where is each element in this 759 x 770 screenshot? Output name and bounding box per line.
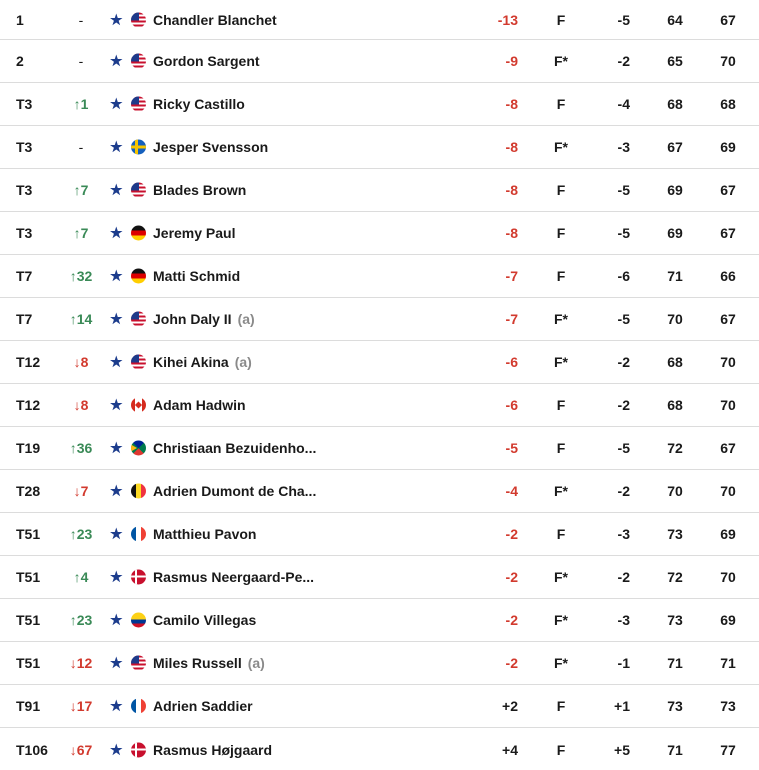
position: T28	[16, 483, 41, 499]
position: T3	[16, 225, 33, 241]
amateur-badge: (a)	[247, 655, 265, 671]
player-name-text: Miles Russell	[153, 655, 242, 671]
player-name-text: Camilo Villegas	[153, 612, 257, 628]
leaderboard-row[interactable]	[0, 126, 759, 169]
round-2-score: 67	[720, 182, 736, 198]
position: T7	[16, 268, 33, 284]
leaderboard-row[interactable]	[0, 728, 759, 770]
thru-status: F	[556, 698, 566, 714]
thru-status: F*	[554, 311, 568, 327]
round-1-score: 71	[667, 655, 683, 671]
position: T12	[16, 397, 41, 413]
player-name-text: Matthieu Pavon	[153, 526, 257, 542]
position: T19	[16, 440, 41, 456]
player-name[interactable]	[153, 440, 316, 456]
today-score: -2	[617, 569, 630, 585]
position: T3	[16, 182, 33, 198]
player-name-text: Kihei Akina	[153, 354, 229, 370]
total-score: -9	[505, 53, 518, 69]
player-name-text: Jeremy Paul	[153, 225, 236, 241]
thru-status: F	[556, 741, 566, 758]
today-score: -5	[617, 311, 630, 327]
player-name[interactable]	[153, 12, 277, 28]
round-2-score: 69	[720, 612, 736, 628]
thru-status: F*	[554, 655, 568, 671]
today-score: -5	[617, 182, 630, 198]
thru-status: F	[556, 440, 566, 456]
round-2-score: 73	[720, 698, 736, 714]
position-movement: ↓8	[73, 354, 89, 370]
player-name[interactable]	[153, 139, 268, 155]
total-score: -8	[505, 96, 518, 112]
position: T51	[16, 526, 41, 542]
round-1-score: 73	[667, 612, 683, 628]
player-name[interactable]	[153, 53, 260, 69]
position: 1	[16, 11, 24, 28]
position-movement: ↑4	[73, 569, 89, 585]
round-1-score: 64	[667, 11, 683, 28]
position: T106	[16, 741, 48, 758]
leaderboard-row[interactable]	[0, 212, 759, 255]
player-name-text: Adam Hadwin	[153, 397, 246, 413]
position: T12	[16, 354, 41, 370]
position: T51	[16, 569, 41, 585]
favorite-star-icon[interactable]: ★	[110, 138, 123, 155]
round-2-score: 68	[720, 96, 736, 112]
round-1-score: 70	[667, 483, 683, 499]
position-movement: -	[78, 139, 84, 155]
round-2-score: 67	[720, 11, 736, 28]
favorite-star-icon[interactable]: ★	[110, 310, 123, 327]
thru-status: F	[556, 268, 566, 284]
position-movement: -	[78, 11, 84, 28]
player-name[interactable]	[153, 742, 272, 758]
total-score: +4	[502, 741, 518, 758]
player-name[interactable]	[153, 698, 253, 714]
total-score: -13	[497, 11, 518, 28]
position-movement: ↑7	[73, 225, 89, 241]
round-1-score: 68	[667, 397, 683, 413]
today-score: +5	[614, 741, 630, 758]
player-name[interactable]	[153, 569, 314, 585]
leaderboard-row[interactable]	[0, 0, 759, 40]
round-2-score: 66	[720, 268, 736, 284]
round-1-score: 71	[667, 741, 683, 758]
player-name[interactable]	[153, 612, 256, 628]
today-score: -4	[617, 96, 630, 112]
den-flag-icon	[131, 570, 146, 585]
den-flag-icon	[131, 742, 146, 757]
position-movement: ↓8	[73, 397, 89, 413]
thru-status: F*	[554, 612, 568, 628]
ger-flag-icon	[131, 269, 146, 284]
position: 2	[16, 53, 24, 69]
position-movement: ↑23	[69, 612, 93, 628]
round-1-score: 71	[667, 268, 683, 284]
round-1-score: 69	[667, 182, 683, 198]
round-2-score: 70	[720, 354, 736, 370]
favorite-star-icon[interactable]: ★	[110, 396, 123, 413]
leaderboard-row[interactable]	[0, 513, 759, 556]
round-2-score: 70	[720, 397, 736, 413]
player-name-text: Adrien Dumont de Cha...	[153, 483, 317, 499]
today-score: -5	[617, 11, 630, 28]
today-score: -1	[617, 655, 630, 671]
favorite-star-icon[interactable]: ★	[110, 482, 123, 499]
leaderboard-row[interactable]	[0, 556, 759, 599]
usa-flag-icon	[131, 97, 146, 112]
total-score: -8	[505, 182, 518, 198]
leaderboard-row[interactable]	[0, 384, 759, 427]
total-score: -2	[505, 612, 518, 628]
round-2-score: 70	[720, 53, 736, 69]
total-score: -6	[505, 354, 518, 370]
player-name-text: Gordon Sargent	[153, 53, 260, 69]
round-2-score: 69	[720, 139, 736, 155]
today-score: -5	[617, 440, 630, 456]
player-name-text: Adrien Saddier	[153, 698, 253, 714]
player-name-text: John Daly II	[153, 311, 232, 327]
today-score: -3	[617, 612, 630, 628]
player-name-text: Rasmus Højgaard	[153, 741, 273, 758]
favorite-star-icon[interactable]: ★	[110, 267, 123, 284]
today-score: -3	[617, 526, 630, 542]
fra-flag-icon	[131, 699, 146, 714]
total-score: -2	[505, 655, 518, 671]
player-name-text: Matti Schmid	[153, 268, 241, 284]
round-2-score: 77	[720, 741, 736, 758]
leaderboard-row[interactable]	[0, 685, 759, 728]
thru-status: F	[556, 225, 566, 241]
today-score: -2	[617, 354, 630, 370]
total-score: -7	[505, 268, 518, 284]
player-name[interactable]	[153, 96, 245, 112]
leaderboard-row[interactable]	[0, 599, 759, 642]
total-score: -4	[505, 483, 518, 499]
thru-status: F*	[554, 139, 568, 155]
usa-flag-icon	[131, 183, 146, 198]
total-score: -6	[505, 397, 518, 413]
fra-flag-icon	[131, 527, 146, 542]
swe-flag-icon	[131, 140, 146, 155]
total-score: -8	[505, 139, 518, 155]
leaderboard-row[interactable]	[0, 40, 759, 83]
usa-flag-icon	[131, 12, 146, 27]
amateur-badge: (a)	[237, 311, 255, 327]
favorite-star-icon[interactable]: ★	[110, 181, 123, 198]
position: T51	[16, 655, 41, 671]
round-2-score: 71	[720, 655, 736, 671]
amateur-badge: (a)	[234, 354, 252, 370]
position: T3	[16, 96, 33, 112]
leaderboard-row[interactable]	[0, 341, 759, 384]
thru-status: F*	[554, 483, 568, 499]
leaderboard-row[interactable]	[0, 642, 759, 685]
position-movement: ↑36	[69, 440, 93, 456]
position-movement: ↑32	[69, 268, 93, 284]
player-name-text: Rasmus Neergaard-Pe...	[153, 569, 315, 585]
position: T7	[16, 311, 33, 327]
round-1-score: 69	[667, 225, 683, 241]
position-movement: ↑7	[73, 182, 89, 198]
favorite-star-icon[interactable]: ★	[110, 11, 123, 27]
col-flag-icon	[131, 613, 146, 628]
today-score: -5	[617, 225, 630, 241]
usa-flag-icon	[131, 656, 146, 671]
position-movement: ↓67	[69, 741, 93, 758]
favorite-star-icon[interactable]: ★	[110, 611, 123, 628]
today-score: -3	[617, 139, 630, 155]
player-name-text: Jesper Svensson	[153, 139, 269, 155]
today-score: -2	[617, 397, 630, 413]
total-score: +2	[502, 698, 518, 714]
total-score: -7	[505, 311, 518, 327]
player-name-text: Blades Brown	[153, 182, 247, 198]
thru-status: F	[556, 96, 566, 112]
round-2-score: 67	[720, 225, 736, 241]
round-1-score: 73	[667, 526, 683, 542]
leaderboard-row[interactable]	[0, 83, 759, 126]
favorite-star-icon[interactable]: ★	[110, 95, 123, 112]
bel-flag-icon	[131, 484, 146, 499]
round-2-score: 67	[720, 311, 736, 327]
player-name[interactable]	[153, 397, 246, 413]
total-score: -5	[505, 440, 518, 456]
round-1-score: 72	[667, 569, 683, 585]
position: T3	[16, 139, 33, 155]
position-movement: -	[78, 53, 84, 69]
thru-status: F*	[554, 53, 568, 69]
player-name-text: Christiaan Bezuidenho...	[153, 440, 317, 456]
leaderboard-row[interactable]	[0, 470, 759, 513]
position-movement: ↓12	[69, 655, 93, 671]
round-1-score: 67	[667, 139, 683, 155]
player-name-text: Ricky Castillo	[153, 96, 245, 112]
favorite-star-icon[interactable]: ★	[110, 224, 123, 241]
player-name[interactable]	[153, 268, 240, 284]
position-movement: ↓17	[69, 698, 93, 714]
today-score: -6	[617, 268, 630, 284]
today-score: -2	[617, 53, 630, 69]
position: T91	[16, 698, 41, 714]
favorite-star-icon[interactable]: ★	[110, 654, 123, 671]
leaderboard-row[interactable]	[0, 298, 759, 341]
today-score: +1	[614, 698, 630, 714]
position: T51	[16, 612, 41, 628]
thru-status: F	[556, 182, 566, 198]
leaderboard-row[interactable]	[0, 427, 759, 470]
usa-flag-icon	[131, 355, 146, 370]
position-movement: ↑23	[69, 526, 93, 542]
ger-flag-icon	[131, 226, 146, 241]
favorite-star-icon[interactable]: ★	[110, 439, 123, 456]
thru-status: F	[556, 397, 566, 413]
round-1-score: 70	[667, 311, 683, 327]
rsa-flag-icon	[131, 441, 146, 456]
player-name[interactable]	[153, 354, 252, 370]
total-score: -2	[505, 569, 518, 585]
favorite-star-icon[interactable]: ★	[110, 697, 123, 714]
total-score: -8	[505, 225, 518, 241]
round-2-score: 69	[720, 526, 736, 542]
round-2-score: 70	[720, 483, 736, 499]
round-1-score: 68	[667, 96, 683, 112]
favorite-star-icon[interactable]: ★	[110, 52, 123, 69]
round-1-score: 73	[667, 698, 683, 714]
favorite-star-icon[interactable]: ★	[110, 353, 123, 370]
can-flag-icon	[131, 398, 146, 413]
leaderboard-row[interactable]	[0, 169, 759, 212]
player-name-text: Chandler Blanchet	[153, 11, 277, 28]
round-2-score: 67	[720, 440, 736, 456]
thru-status: F*	[554, 354, 568, 370]
player-name[interactable]	[153, 182, 246, 198]
usa-flag-icon	[131, 54, 146, 69]
usa-flag-icon	[131, 312, 146, 327]
today-score: -2	[617, 483, 630, 499]
thru-status: F*	[554, 569, 568, 585]
position-movement: ↓7	[73, 483, 89, 499]
position-movement: ↑1	[73, 96, 89, 112]
thru-status: F	[556, 11, 566, 28]
round-2-score: 70	[720, 569, 736, 585]
favorite-star-icon[interactable]: ★	[110, 741, 123, 757]
round-1-score: 68	[667, 354, 683, 370]
leaderboard-row[interactable]	[0, 255, 759, 298]
player-name[interactable]	[153, 483, 316, 499]
round-1-score: 65	[667, 53, 683, 69]
total-score: -2	[505, 526, 518, 542]
player-name[interactable]	[153, 526, 256, 542]
player-name[interactable]	[153, 311, 255, 327]
player-name[interactable]	[153, 655, 265, 671]
favorite-star-icon[interactable]: ★	[110, 568, 123, 585]
thru-status: F	[556, 526, 566, 542]
player-name[interactable]	[153, 225, 236, 241]
favorite-star-icon[interactable]: ★	[110, 525, 123, 542]
round-1-score: 72	[667, 440, 683, 456]
position-movement: ↑14	[69, 311, 93, 327]
